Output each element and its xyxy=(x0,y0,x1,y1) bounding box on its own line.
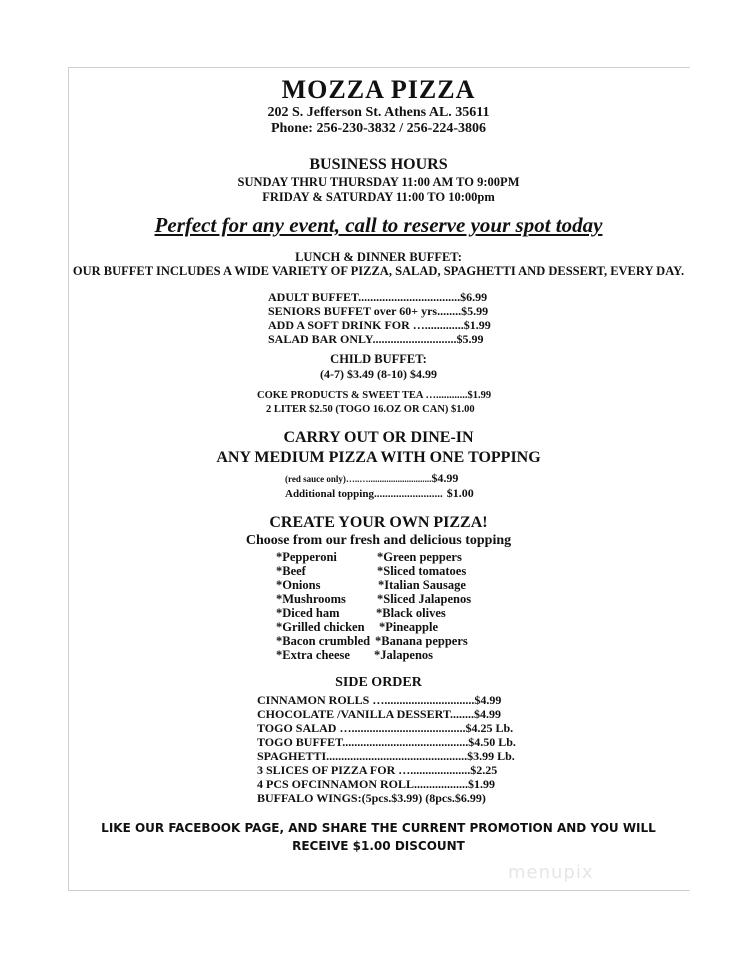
address: 202 S. Jefferson St. Athens AL. 35611 xyxy=(267,105,490,120)
additional-topping-label: Additional topping......................... xyxy=(285,488,443,500)
topping-left: *Diced ham xyxy=(276,606,340,620)
medium-pizza-heading: ANY MEDIUM PIZZA WITH ONE TOPPING xyxy=(216,449,541,466)
additional-topping-price: $1.00 xyxy=(446,486,474,500)
buffet-item-salad: SALAD BAR ONLY............................$5.99 xyxy=(268,332,484,346)
buffet-heading: LUNCH & DINNER BUFFET: xyxy=(295,250,462,264)
drink-item-2liter: 2 LITER $2.50 (TOGO 16.OZ OR CAN) $1.00 xyxy=(266,404,475,415)
side-item: SPAGHETTI...............................................$3.99 Lb. xyxy=(257,749,515,763)
facebook-promo-line1: LIKE OUR FACEBOOK PAGE, AND SHARE THE CURRENT PROMOTION AND YOU WILL xyxy=(101,821,656,835)
child-buffet-prices: (4-7) $3.49 (8-10) $4.99 xyxy=(320,367,437,381)
buffet-item-drink: ADD A SOFT DRINK FOR ….............$1.99 xyxy=(268,318,491,332)
side-item: 4 PCS OFCINNAMON ROLL..................$1.99 xyxy=(257,777,496,791)
topping-left: *Bacon crumbled xyxy=(276,634,371,648)
side-item: TOGO SALAD …......................................$4.25 Lb. xyxy=(257,721,514,735)
restaurant-title: MOZZA PIZZA xyxy=(281,75,476,104)
buffet-description: OUR BUFFET INCLUDES A WIDE VARIETY OF PIZZA, SALAD, SPAGHETTI AND DESSERT, EVERY DAY. xyxy=(72,264,685,278)
drink-item-coke: COKE PRODUCTS & SWEET TEA …............$1.99 xyxy=(257,390,492,401)
side-item: CINNAMON ROLLS …..............................$4.99 xyxy=(257,693,502,707)
topping-right: *Banana peppers xyxy=(375,634,468,648)
carry-out-heading: CARRY OUT OR DINE-IN xyxy=(283,429,474,446)
facebook-promo-line2: RECEIVE $1.00 DISCOUNT xyxy=(292,839,465,853)
menupix-watermark: menupix xyxy=(508,862,594,883)
side-item: TOGO BUFFET..........................................$4.50 Lb. xyxy=(257,735,516,749)
buffet-item-adult: ADULT BUFFET..................................$6.99 xyxy=(268,290,488,304)
phone-numbers: Phone: 256-230-3832 / 256-224-3806 xyxy=(270,121,487,136)
topping-right: *Sliced tomatoes xyxy=(377,564,467,578)
hours-weekday: SUNDAY THRU THURSDAY 11:00 AM TO 9:00PM xyxy=(237,175,520,189)
side-item: CHOCOLATE /VANILLA DESSERT........$4.99 xyxy=(257,707,501,721)
topping-right: *Sliced Jalapenos xyxy=(377,592,472,606)
topping-right: *Black olives xyxy=(376,606,446,620)
hours-weekend: FRIDAY & SATURDAY 11:00 TO 10:00pm xyxy=(262,190,495,204)
topping-left: *Onions xyxy=(276,578,321,592)
topping-left: *Pepperoni xyxy=(276,550,337,564)
create-subheading: Choose from our fresh and delicious topping xyxy=(245,533,512,548)
additional-topping-row xyxy=(285,484,474,502)
buffet-item-seniors: SENIORS BUFFET over 60+ yrs........$5.99 xyxy=(268,304,489,318)
topping-left: *Beef xyxy=(276,564,306,578)
topping-left: *Grilled chicken xyxy=(276,620,365,634)
topping-left: *Mushrooms xyxy=(276,592,346,606)
topping-right: *Green peppers xyxy=(377,550,462,564)
side-item: BUFFALO WINGS:(5pcs.$3.99) (8pcs.$6.99) xyxy=(257,791,486,805)
create-heading: CREATE YOUR OWN PIZZA! xyxy=(269,514,488,531)
red-sauce-price: $4.99 xyxy=(431,471,459,485)
topping-right: *Pineapple xyxy=(379,620,439,634)
promo-tagline: Perfect for any event, call to reserve your spot today xyxy=(154,213,603,237)
topping-right: *Jalapenos xyxy=(374,648,434,662)
topping-right: *Italian Sausage xyxy=(378,578,466,592)
topping-left: *Extra cheese xyxy=(276,648,350,662)
child-buffet-heading: CHILD BUFFET: xyxy=(330,352,427,366)
side-order-heading: SIDE ORDER xyxy=(335,675,422,690)
side-item: 3 SLICES OF PIZZA FOR …....................$2.25 xyxy=(257,763,498,777)
red-sauce-label: (red sauce only)…..…............................ xyxy=(285,474,432,484)
hours-heading: BUSINESS HOURS xyxy=(309,156,448,173)
